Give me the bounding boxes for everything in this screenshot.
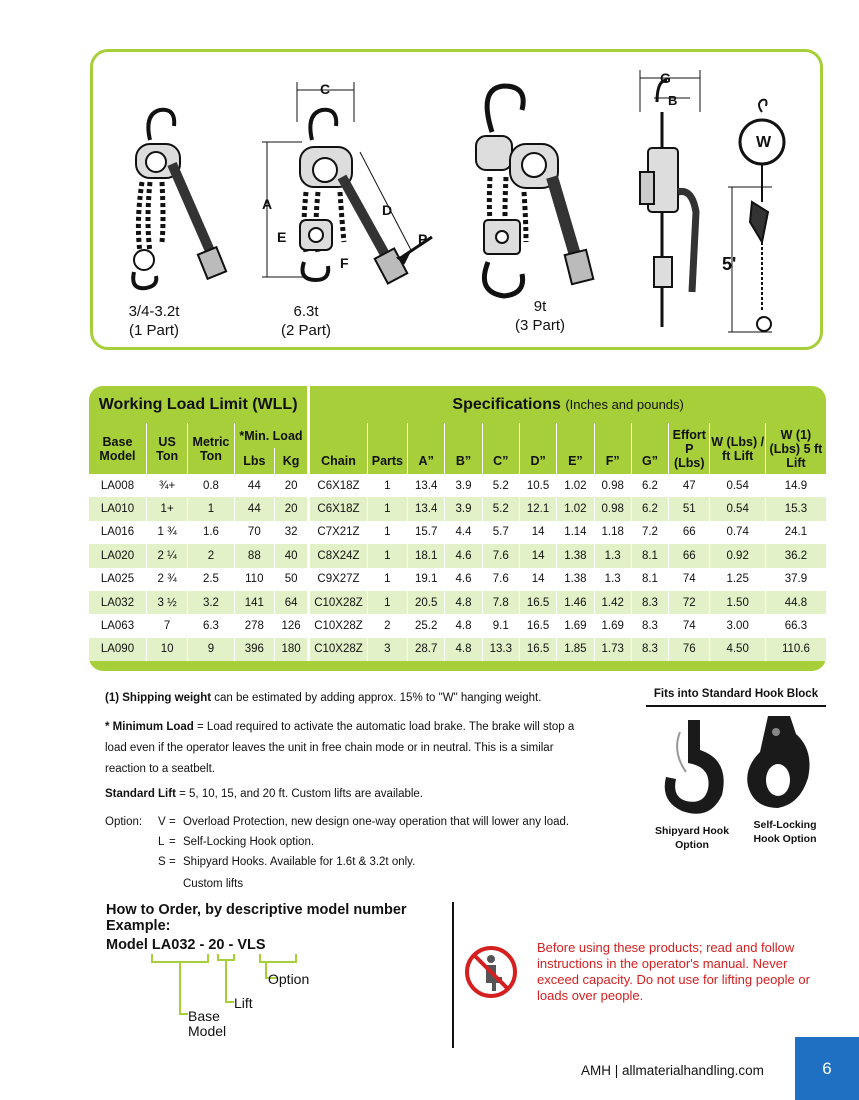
table-cell: 1 (367, 591, 407, 614)
footer-site[interactable]: allmaterialhandling.com (622, 1063, 764, 1078)
dim-label-d: D (382, 202, 393, 218)
table-cell: 1.38 (557, 544, 594, 567)
order-title: How to Order, by descriptive model number (106, 902, 407, 918)
table-cell: 1.02 (557, 474, 594, 497)
table-cell: 1 (367, 497, 407, 520)
table-cell: 51 (669, 497, 710, 520)
table-cell: 70 (234, 521, 274, 544)
group-header-wll (89, 386, 309, 423)
self-locking-hook-caption: Self-Locking Hook Option (753, 819, 817, 845)
table-cell: 2 (367, 614, 407, 637)
table-cell: 74 (669, 614, 710, 637)
dim-label-w: W (756, 134, 772, 151)
table-row (89, 638, 826, 661)
table-cell: 4.8 (445, 638, 482, 661)
shipyard-hook-image (665, 720, 724, 814)
option-text: Self-Locking Hook option. (183, 836, 315, 848)
table-cell: 13.4 (408, 474, 445, 497)
table-cell: C9X27Z (309, 568, 367, 591)
dim-label-g: G (660, 70, 671, 86)
note-shipping-label: (1) Shipping weight (105, 692, 212, 704)
table-cell: 1.42 (594, 591, 631, 614)
table-cell: 8.3 (631, 614, 668, 637)
dim-label-5ft: 5' (722, 254, 737, 274)
option-text: Overload Protection, new design one-way operation that will lower any load. (183, 816, 570, 828)
table-cell: 126 (274, 614, 308, 637)
table-cell: 32 (274, 521, 308, 544)
dim-label-f: F (340, 255, 349, 271)
table-cell: 36.2 (765, 544, 826, 567)
col-e: E” (557, 423, 594, 474)
col-effort: Effort P (Lbs) (669, 423, 710, 474)
table-cell: 4.4 (445, 521, 482, 544)
table-cell: C10X28Z (309, 614, 367, 637)
dim-label-a: A (262, 196, 273, 212)
table-cell: 2 (188, 544, 234, 567)
caption-parts: (2 Part) (280, 322, 331, 339)
table-cell: 1 (367, 544, 407, 567)
col-g: G” (631, 423, 668, 474)
table-cell: 18.1 (408, 544, 445, 567)
table-cell: 2 ¾ (146, 568, 187, 591)
table-cell: 20.5 (408, 591, 445, 614)
note-min-load-label: * Minimum Load (105, 721, 194, 733)
table-cell: 1.38 (557, 568, 594, 591)
caption-size: 3/4-3.2t (128, 303, 180, 320)
order-lift-label: Lift (234, 995, 253, 1011)
table-cell: 24.1 (765, 521, 826, 544)
col-us-ton: US Ton (146, 423, 187, 474)
table-cell: 1+ (146, 497, 187, 520)
table-cell: 0.54 (710, 474, 765, 497)
table-cell: C7X21Z (309, 521, 367, 544)
footer-brand: AMH (581, 1063, 611, 1078)
table-cell: 19.1 (408, 568, 445, 591)
table-cell: 28.7 (408, 638, 445, 661)
note-shipping-weight (105, 691, 605, 705)
note-min-load-text: = Load required to activate the automatic load brake. The brake will stop a load even if the operator leaves the unit in free chain mode or in neutral. This is a similar reaction to a seatbelt. (105, 721, 575, 775)
table-cell: 1.14 (557, 521, 594, 544)
table-cell: C8X24Z (309, 544, 367, 567)
table-cell: 1.73 (594, 638, 631, 661)
hoist-1-part-drawing (133, 110, 226, 288)
wll-title: Working Load Limit (WLL) (98, 395, 298, 413)
table-cell: 16.5 (519, 591, 556, 614)
table-cell: 9.1 (482, 614, 519, 637)
table-cell: LA063 (89, 614, 146, 637)
col-w-5ft: W (1) (Lbs) 5 ft Lift (765, 423, 826, 474)
table-cell: 0.98 (594, 497, 631, 520)
order-divider (452, 902, 454, 1048)
table-cell: 1 (367, 521, 407, 544)
table-cell: 14 (519, 521, 556, 544)
table-cell: 12.1 (519, 497, 556, 520)
col-lbs: Lbs (234, 448, 274, 474)
table-cell: 74 (669, 568, 710, 591)
table-cell: 1 (367, 474, 407, 497)
table-cell: 9 (188, 638, 234, 661)
table-cell: 1 (367, 568, 407, 591)
self-locking-hook-image (747, 716, 809, 808)
table-cell: 10.5 (519, 474, 556, 497)
table-cell: 8.3 (631, 638, 668, 661)
table-cell: 1.3 (594, 544, 631, 567)
table-cell: 66 (669, 544, 710, 567)
no-lifting-people-icon (464, 945, 518, 999)
col-d: D” (519, 423, 556, 474)
table-cell: 1.69 (557, 614, 594, 637)
table-cell: 3.00 (710, 614, 765, 637)
table-cell: C6X18Z (309, 474, 367, 497)
col-f: F” (594, 423, 631, 474)
col-kg: Kg (274, 448, 308, 474)
table-cell: 5.2 (482, 497, 519, 520)
safety-warning: Before using these products; read and follow instructions in the operator's manual. Never exceed capacity. Do not use for lifting people or loads over people. (537, 940, 810, 1003)
table-cell: LA020 (89, 544, 146, 567)
hook-block-divider (646, 705, 826, 707)
table-cell: 4.8 (445, 614, 482, 637)
table-cell: 0.54 (710, 497, 765, 520)
table-cell: LA032 (89, 591, 146, 614)
table-cell: 66 (669, 521, 710, 544)
table-cell: 2 ¼ (146, 544, 187, 567)
table-cell: 3.2 (188, 591, 234, 614)
table-cell: 141 (234, 591, 274, 614)
col-b: B” (445, 423, 482, 474)
specs-title: Specifications (452, 395, 561, 413)
table-cell: 1 (188, 497, 234, 520)
table-cell: 1.25 (710, 568, 765, 591)
table-cell: 278 (234, 614, 274, 637)
table-cell: 1.85 (557, 638, 594, 661)
table-cell: LA090 (89, 638, 146, 661)
caption-size: 6.3t (293, 303, 319, 320)
table-cell: ¾+ (146, 474, 187, 497)
table-cell: 44.8 (765, 591, 826, 614)
table-cell: 5.2 (482, 474, 519, 497)
table-cell: 0.74 (710, 521, 765, 544)
table-cell: 8.1 (631, 544, 668, 567)
table-cell: 3.9 (445, 497, 482, 520)
caption-hoist-1 (106, 302, 202, 340)
dim-label-c: C (320, 81, 331, 97)
col-w-per-ft: W (Lbs) / ft Lift (710, 423, 765, 474)
caption-parts: (1 Part) (128, 322, 179, 339)
table-cell: 7.6 (482, 544, 519, 567)
table-cell: 1.46 (557, 591, 594, 614)
table-row (89, 497, 826, 520)
table-cell: 0.92 (710, 544, 765, 567)
table-row (89, 614, 826, 637)
table-cell: 16.5 (519, 638, 556, 661)
table-cell: LA025 (89, 568, 146, 591)
table-cell: 72 (669, 591, 710, 614)
table-cell: 1 ¾ (146, 521, 187, 544)
table-cell: 2.5 (188, 568, 234, 591)
table-cell: 1.18 (594, 521, 631, 544)
table-cell: 3 (367, 638, 407, 661)
table-cell: 40 (274, 544, 308, 567)
table-cell: 4.6 (445, 544, 482, 567)
table-cell: 13.3 (482, 638, 519, 661)
table-cell: 0.98 (594, 474, 631, 497)
table-cell: 50 (274, 568, 308, 591)
table-row (89, 474, 826, 497)
table-row (89, 544, 826, 567)
table-cell: 1.6 (188, 521, 234, 544)
table-cell: 15.3 (765, 497, 826, 520)
hoist-3-part-drawing (476, 86, 593, 296)
table-cell: 110.6 (765, 638, 826, 661)
specs-subtitle: (Inches and pounds) (565, 396, 684, 412)
table-cell: 8.3 (631, 591, 668, 614)
option-key: V (158, 816, 166, 828)
dim-label-e: E (277, 229, 287, 245)
footer-text: AMH | allmaterialhandling.com (581, 1063, 764, 1078)
table-row (89, 568, 826, 591)
table-cell: 13.4 (408, 497, 445, 520)
table-cell: 7.6 (482, 568, 519, 591)
table-cell: C6X18Z (309, 497, 367, 520)
caption-hoist-2 (258, 302, 354, 340)
table-cell: 0.8 (188, 474, 234, 497)
table-cell: 6.3 (188, 614, 234, 637)
table-cell: 6.2 (631, 497, 668, 520)
order-example: Example: (106, 918, 171, 934)
caption-parts: (3 Part) (514, 317, 565, 334)
table-row (89, 591, 826, 614)
model-code: LA032 - 20 - VLS (151, 937, 266, 953)
table-cell: 4.8 (445, 591, 482, 614)
note-options: Option: V = Overload Protection, new design one-way operation that will lower any load. L = Self-Locking Hook option. S = Shipyard Hooks. Available for 1.6t & 3.2t only. Custom lifts (105, 816, 570, 890)
note-std-lift-text: = 5, 10, 15, and 20 ft. Custom lifts are available. (179, 788, 424, 800)
group-header-specs (309, 386, 826, 423)
col-parts: Parts (367, 423, 407, 474)
table-cell: C10X28Z (309, 591, 367, 614)
table-cell: 16.5 (519, 614, 556, 637)
table-cell: 396 (234, 638, 274, 661)
note-std-lift-label: Standard Lift (105, 788, 176, 800)
table-cell: 14 (519, 568, 556, 591)
table-cell: 14 (519, 544, 556, 567)
table-cell: 180 (274, 638, 308, 661)
table-cell: 3 ½ (146, 591, 187, 614)
dim-label-b: B (668, 93, 678, 108)
table-cell: 4.50 (710, 638, 765, 661)
table-cell: 44 (234, 497, 274, 520)
table-cell: 8.1 (631, 568, 668, 591)
table-cell: 76 (669, 638, 710, 661)
order-option-label: Option (268, 971, 310, 987)
table-cell: 25.2 (408, 614, 445, 637)
table-cell: LA010 (89, 497, 146, 520)
dim-label-p: P (418, 231, 428, 247)
shipyard-hook-caption: Shipyard Hook Option (654, 825, 730, 851)
option-text: Shipyard Hooks. Available for 1.6t & 3.2t only. (183, 856, 416, 868)
col-metric-ton: Metric Ton (188, 423, 234, 474)
table-cell: 1.3 (594, 568, 631, 591)
table-cell: 47 (669, 474, 710, 497)
table-cell: 110 (234, 568, 274, 591)
table-row (89, 521, 826, 544)
table-cell: LA016 (89, 521, 146, 544)
col-base-model: Base Model (99, 434, 136, 463)
table-cell: 88 (234, 544, 274, 567)
table-cell: 3.9 (445, 474, 482, 497)
table-cell: 15.7 (408, 521, 445, 544)
table-cell: 4.6 (445, 568, 482, 591)
option-label: Option: (105, 816, 143, 828)
model-prefix: Model (106, 937, 148, 953)
specifications-table (89, 386, 826, 661)
table-cell: 5.7 (482, 521, 519, 544)
table-cell: 20 (274, 474, 308, 497)
option-key: L (158, 836, 165, 848)
col-chain: Chain (309, 423, 367, 474)
table-cell: 1.50 (710, 591, 765, 614)
table-cell: LA008 (89, 474, 146, 497)
note-minimum-load (105, 717, 595, 780)
caption-size: 9t (533, 298, 547, 315)
hoist-2-part-drawing (262, 82, 432, 284)
col-a: A” (408, 423, 445, 474)
page-number: 6 (795, 1037, 859, 1100)
table-cell: 1.02 (557, 497, 594, 520)
table-cell: 7.8 (482, 591, 519, 614)
col-c: C” (482, 423, 519, 474)
order-base-label: Base Model (188, 1008, 227, 1039)
table-cell: C10X28Z (309, 638, 367, 661)
order-model-line (106, 937, 266, 953)
caption-hoist-3 (492, 297, 588, 335)
table-cell: 6.2 (631, 474, 668, 497)
table-cell: 44 (234, 474, 274, 497)
table-cell: 14.9 (765, 474, 826, 497)
table-cell: 1.69 (594, 614, 631, 637)
table-cell: 7 (146, 614, 187, 637)
table-cell: 66.3 (765, 614, 826, 637)
col-min-load: *Min. Load (234, 423, 309, 448)
custom-lifts-note: Custom lifts (183, 878, 244, 890)
table-cell: 20 (274, 497, 308, 520)
hook-photos (650, 712, 825, 824)
hook-block-title: Fits into Standard Hook Block (653, 688, 819, 700)
hoist-side-view-drawing (640, 70, 700, 327)
table-cell: 37.9 (765, 568, 826, 591)
note-shipping-text: can be estimated by adding approx. 15% to "W" hanging weight. (214, 692, 542, 704)
table-cell: 7.2 (631, 521, 668, 544)
specifications-table-panel (89, 386, 826, 671)
table-cell: 10 (146, 638, 187, 661)
table-cell: 64 (274, 591, 308, 614)
option-key: S (158, 856, 166, 868)
note-standard-lift (105, 787, 595, 801)
